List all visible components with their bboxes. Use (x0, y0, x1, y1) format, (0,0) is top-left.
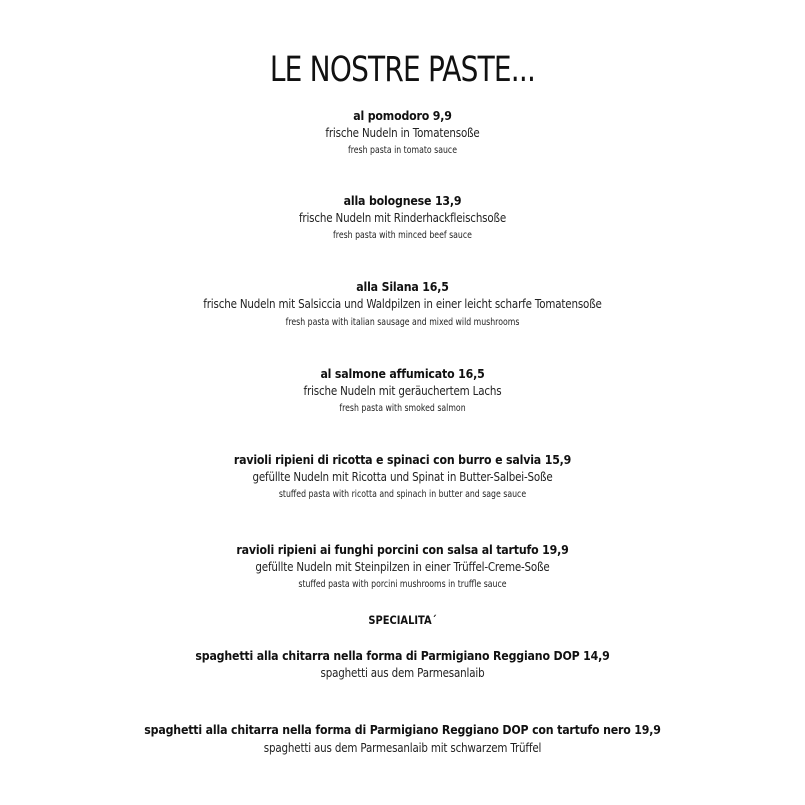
dish-name-pomodoro: al pomodoro 9,9 (353, 108, 452, 123)
dish-description-german: spaghetti aus dem Parmesanlaib mit schwarzem Trüffel (263, 741, 542, 755)
dish-description-german: frische Nudeln mit Salsiccia und Waldpilzen in einer leicht scharfe Tomatensoße (203, 297, 602, 311)
dish-description-english: fresh pasta with smoked salmon (339, 403, 466, 414)
dish-name-ravioli-porcini: ravioli ripieni ai funghi porcini con salsa al tartufo 19,9 (236, 542, 569, 557)
dish-name-ravioli-ricotta: ravioli ripieni di ricotta e spinaci con burro e salvia 15,9 (233, 452, 572, 467)
dish-description-german: gefüllte Nudeln mit Steinpilzen in einer Trüffel-Creme-Soße (255, 560, 550, 574)
dish-name-spaghetti-tartufo: spaghetti alla chitarra nella forma di Parmigiano Reggiano DOP con tartufo nero 19,9 (144, 722, 661, 737)
dish-description-german: frische Nudeln mit Rinderhackfleischsoße (298, 211, 507, 225)
dish-description-english: fresh pasta with minced beef sauce (333, 230, 472, 241)
dish-name-salmone: al salmone affumicato 16,5 (320, 366, 485, 381)
menu-title: LE NOSTRE PASTE... (269, 50, 536, 90)
dish-description-german: spaghetti aus dem Parmesanlaib (320, 666, 485, 680)
dish-name-silana: alla Silana 16,5 (356, 279, 449, 294)
dish-description-german: gefüllte Nudeln mit Ricotta und Spinat in Butter-Salbei-Soße (252, 470, 553, 484)
dish-name-spaghetti-parmigiano: spaghetti alla chitarra nella forma di Parmigiano Reggiano DOP 14,9 (195, 648, 610, 663)
dish-description-german: frische Nudeln in Tomatensoße (325, 126, 480, 140)
dish-description-english: stuffed pasta with ricotta and spinach in butter and sage sauce (278, 489, 527, 500)
dish-description-english: stuffed pasta with porcini mushrooms in truffle sauce (298, 579, 507, 590)
dish-description-english: fresh pasta in tomato sauce (347, 145, 458, 156)
specialita-heading: SPECIALITA´ (368, 613, 437, 627)
dish-description-german: frische Nudeln mit geräuchertem Lachs (303, 384, 502, 398)
dish-description-english: fresh pasta with italian sausage and mixed wild mushrooms (285, 317, 520, 328)
dish-name-bolognese: alla bolognese 13,9 (343, 193, 462, 208)
